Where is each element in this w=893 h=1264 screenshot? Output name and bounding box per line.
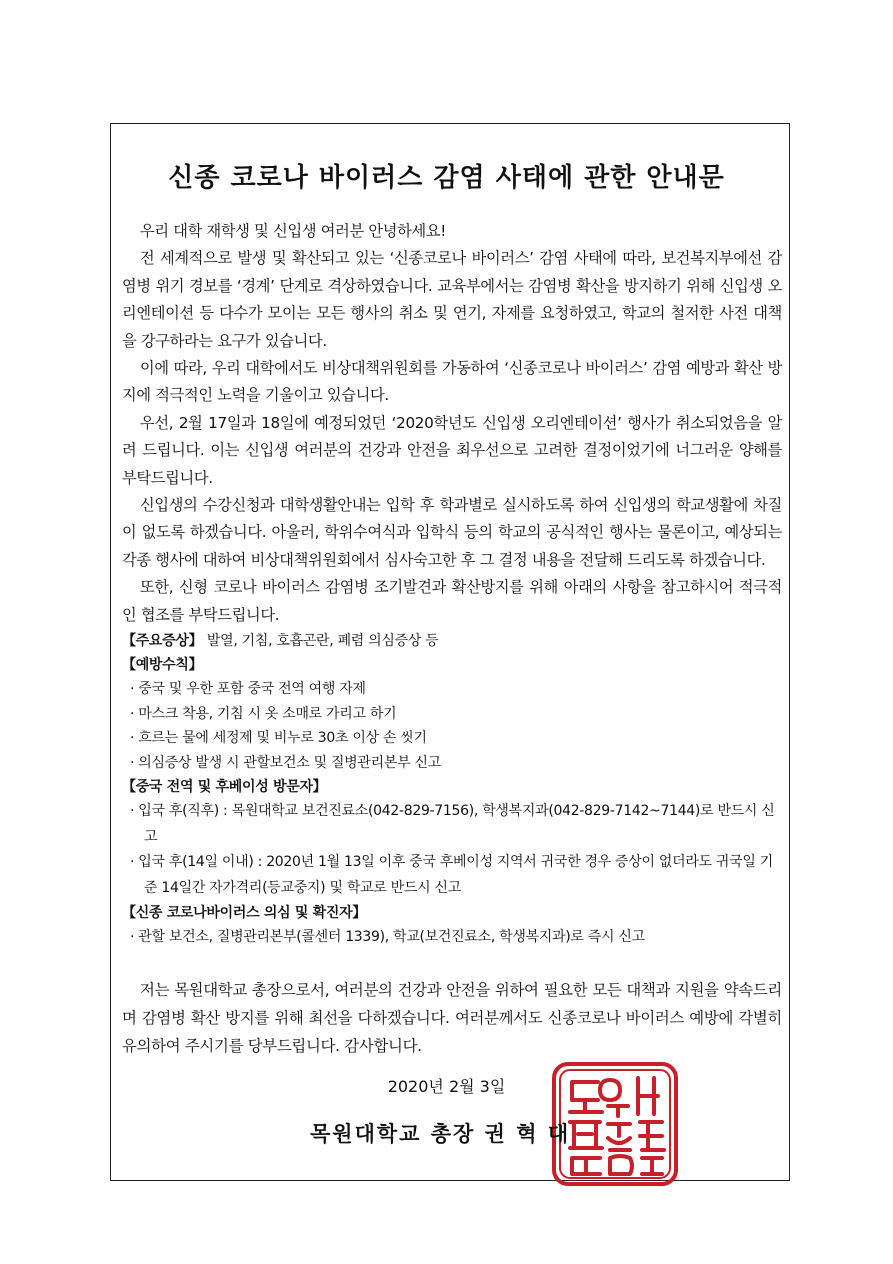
prevention-item: · 의심증상 발생 시 관할보건소 및 질병관리본부 신고 xyxy=(130,754,441,771)
greeting-paragraph: 우리 대학 재학생 및 신입생 여러분 안녕하세요! xyxy=(140,222,447,240)
symptoms-heading: 【주요증상】 xyxy=(122,633,203,650)
signature-line: 목원대학교 총장 권 혁 대 xyxy=(310,1122,571,1146)
orientation-paragraph: 우선, 2월 17일과 18일에 예정되었던 ‘2020학년도 신입생 오리엔테이션’ 행사가 취소되었음을 알려 드립니다. 이는 신입생 여러분의 건강과 안전을 최우선으로 고려한 결정이었기에 너그러운 양해를 부탁드립니다. xyxy=(122,413,782,487)
cooperation-paragraph: 또한, 신형 코로나 바이러스 감염병 조기발견과 확산방지를 위해 아래의 사항을 참고하시어 적극적인 협조를 부탁드립니다. xyxy=(122,578,782,624)
symptoms-text: 발열, 기침, 호흡곤란, 폐렴 의심증상 등 xyxy=(206,633,439,650)
document-date: 2020년 2월 3일 xyxy=(387,1077,506,1096)
prevention-heading: 【예방수칙】 xyxy=(122,657,203,674)
prevention-item: · 중국 및 우한 포함 중국 전역 여행 자제 xyxy=(130,681,366,698)
intro-paragraph: 전 세계적으로 발생 및 확산되고 있는 ‘신종코로나 바이러스’ 감염 사태에 따라, 보건복지부에선 감염병 위기 경보를 ‘경계’ 단계로 격상하였습니다. 교육부에서는 감염병 확산을 방지하기 위해 신입생 오리엔테이션 등 다수가 모이는 모든 행사의 취소 및 연기, 자제를 요청하였고, 학교의 철저한 사전 대책을 강구하라는 요구가 있습니다. xyxy=(122,249,782,350)
closing-paragraph: 저는 목원대학교 총장으로서, 여러분의 건강과 안전을 위하여 필요한 모든 대책과 지원을 약속드리며 감염병 확산 방지를 위해 최선을 다하겠습니다. 여러분께서도 신종코로나 바이러스 예방에 각별히 유의하여 주시기를 당부드립니다. 감사합니다. xyxy=(122,980,782,1055)
prevention-item: · 흐르는 물에 세정제 및 비누로 30초 이상 손 씻기 xyxy=(130,730,427,747)
committee-paragraph: 이에 따라, 우리 대학에서도 비상대책위원회를 가동하여 ‘신종코로나 바이러스’ 감염 예방과 확산 방지에 적극적인 노력을 기울이고 있습니다. xyxy=(122,359,782,405)
document-title: 신종 코로나 바이러스 감염 사태에 관한 안내문 xyxy=(168,163,725,193)
visitors-heading: 【중국 전역 및 후베이성 방문자】 xyxy=(122,779,327,796)
visitors-item: · 입국 후(직후) : 목원대학교 보건진료소(042-829-7156), 학생복지과(042-829-7142~7144)로 반드시 신고 xyxy=(130,803,775,845)
symptoms-section xyxy=(122,629,782,653)
suspects-heading: 【신종 코로나바이러스 의심 및 확진자】 xyxy=(122,905,367,922)
document-body xyxy=(122,218,782,1060)
registration-paragraph: 신입생의 수강신청과 대학생활안내는 입학 후 학과별로 실시하도록 하여 신입생의 학교생활에 차질이 없도록 하겠습니다. 아울러, 학위수여식과 입학식 등의 학교의 공식적인 행사는 물론이고, 예상되는 각종 행사에 대하여 비상대책위원회에서 심사숙고한 후 그 결정 내용을 전달해 드리도록 하겠습니다. xyxy=(122,496,782,569)
suspects-item: · 관할 보건소, 질병관리본부(콜센터 1339), 학교(보건진료소, 학생복지과)로 즉시 신고 xyxy=(130,929,645,946)
prevention-item: · 마스크 착용, 기침 시 옷 소매로 가리고 하기 xyxy=(130,705,397,722)
visitors-item: · 입국 후(14일 이내) : 2020년 1월 13일 이후 중국 후베이성 지역서 귀국한 경우 증상이 없더라도 귀국일 기준 14일간 자가격리(등교중지) 및 학교로 반드시 신고 xyxy=(130,854,773,896)
